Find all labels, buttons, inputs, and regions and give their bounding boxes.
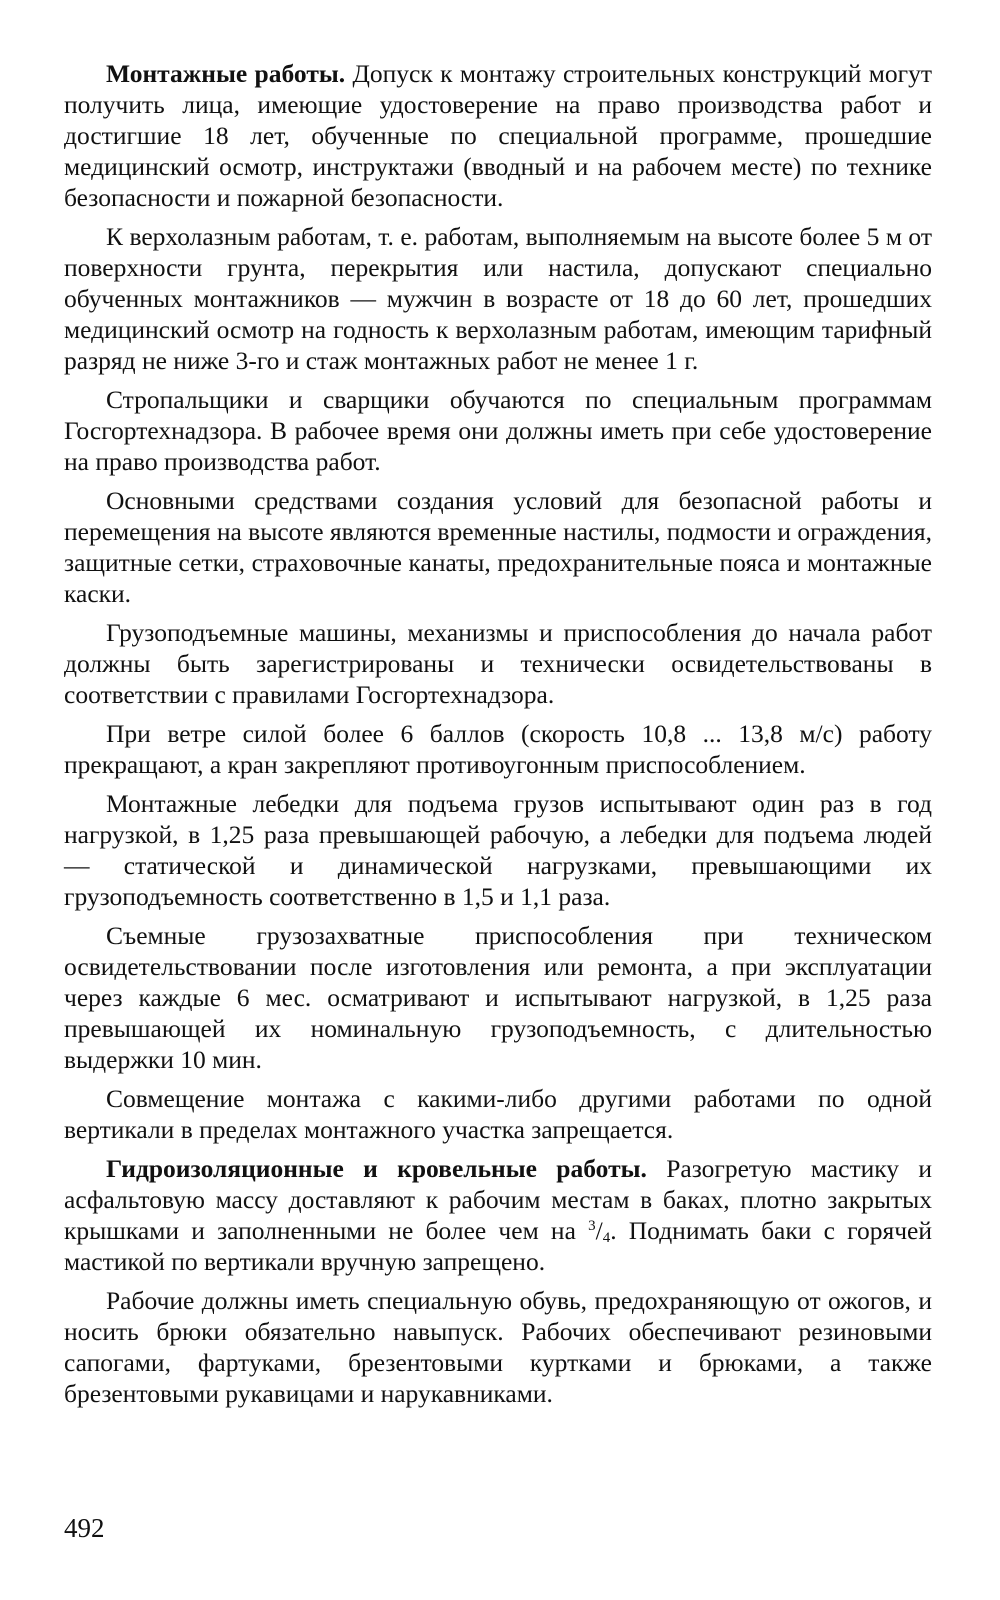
paragraph-text: Совмещение монтажа с какими-либо другими работами по одной вертикали в пределах монтажного участка запрещается. bbox=[64, 1084, 932, 1144]
page-number: 492 bbox=[64, 1513, 105, 1543]
paragraph-winch-testing bbox=[64, 788, 932, 912]
paragraph-text-continued: . Поднимать баки с горячей мастикой по вертикали вручную запрещено. bbox=[64, 1216, 932, 1276]
paragraph-text: Рабочие должны иметь специальную обувь, предохраняющую от ожогов, и носить брюки обязательно навыпуск. Рабочих обеспечивают резиновыми сапогами, фартуками, брезентовыми куртками и брюками, а также брезентовыми рукавицами и нарукавниками. bbox=[64, 1286, 932, 1408]
paragraph-text: Допуск к монтажу строительных конструкций могут получить лица, имеющие удостоверение на право производства работ и достигшие 18 лет, обученные по специальной программе, прошедшие медицинский осмотр, инструктажи (вводный и на рабочем месте) по технике безопасности и пожарной безопасности. bbox=[64, 59, 932, 212]
paragraph-text: Основными средствами создания условий для безопасной работы и перемещения на высоте являются временные настилы, подмости и ограждения, защитные сетки, страховочные канаты, предохранительные пояса и монтажные каски. bbox=[64, 486, 933, 608]
section-heading-waterproofing: Гидроизоляционные и кровельные работы. bbox=[106, 1154, 647, 1183]
paragraph-combined-works bbox=[64, 1083, 932, 1145]
paragraph-safety-means bbox=[64, 485, 932, 609]
paragraph-slingers-welders bbox=[64, 384, 932, 477]
paragraph-text: Грузоподъемные машины, механизмы и приспособления до начала работ должны быть зарегистрированы и технически освидетельствованы в соответствии с правилами Госгортехнадзора. bbox=[64, 618, 932, 709]
paragraph-high-altitude-work bbox=[64, 221, 932, 376]
paragraph-load-gripping-devices bbox=[64, 920, 932, 1075]
paragraph-text: Монтажные лебедки для подъема грузов испытывают один раз в год нагрузкой, в 1,25 раза превышающей рабочую, а лебедки для подъема людей — статической и динамической нагрузками, превышающими их грузоподъемность соответственно в 1,5 и 1,1 раза. bbox=[64, 789, 932, 911]
paragraph-lifting-machines bbox=[64, 617, 932, 710]
paragraph-wind-limit bbox=[64, 718, 932, 780]
paragraph-text: При ветре силой более 6 баллов (скорость 10,8 ... 13,8 м/с) работу прекращают, а кран закрепляют противоугонным приспособлением. bbox=[64, 719, 932, 779]
fraction-slash: / bbox=[595, 1216, 603, 1245]
paragraph-protective-clothing bbox=[64, 1285, 932, 1409]
fraction-denominator: 4 bbox=[602, 1230, 611, 1246]
section-heading-installation: Монтажные работы. bbox=[106, 59, 346, 88]
paragraph-installation-admission bbox=[64, 58, 932, 213]
paragraph-text: К верхолазным работам, т. е. работам, выполняемым на высоте более 5 м от поверхности грунта, перекрытия или настила, допускают специально обученных монтажников — мужчин в возрасте от 18 до 60 лет, прошедших медицинский осмотр на годность к верхолазным работам, имеющим тарифный разряд не ниже 3-го и стаж монтажных работ не менее 1 г. bbox=[64, 222, 932, 375]
fraction-numerator: 3 bbox=[588, 1218, 596, 1234]
paragraph-text: Разогретую мастику и асфальтовую массу доставляют к рабочим местам в баках, плотно закрытых крышками и заполненными не более чем на bbox=[64, 1154, 932, 1245]
paragraph-text: Стропальщики и сварщики обучаются по специальным программам Госгортехнадзора. В рабочее время они должны иметь при себе удостоверение на право производства работ. bbox=[64, 385, 932, 476]
paragraph-text: Съемные грузозахватные приспособления при техническом освидетельствовании после изготовления или ремонта, а при эксплуатации через каждые 6 мес. осматривают и испытывают нагрузкой, в 1,25 раза превышающей их номинальную грузоподъемность, с длительностью выдержки 10 мин. bbox=[64, 921, 932, 1074]
paragraph-waterproofing-roofing bbox=[64, 1153, 932, 1277]
page-body bbox=[64, 58, 932, 1417]
